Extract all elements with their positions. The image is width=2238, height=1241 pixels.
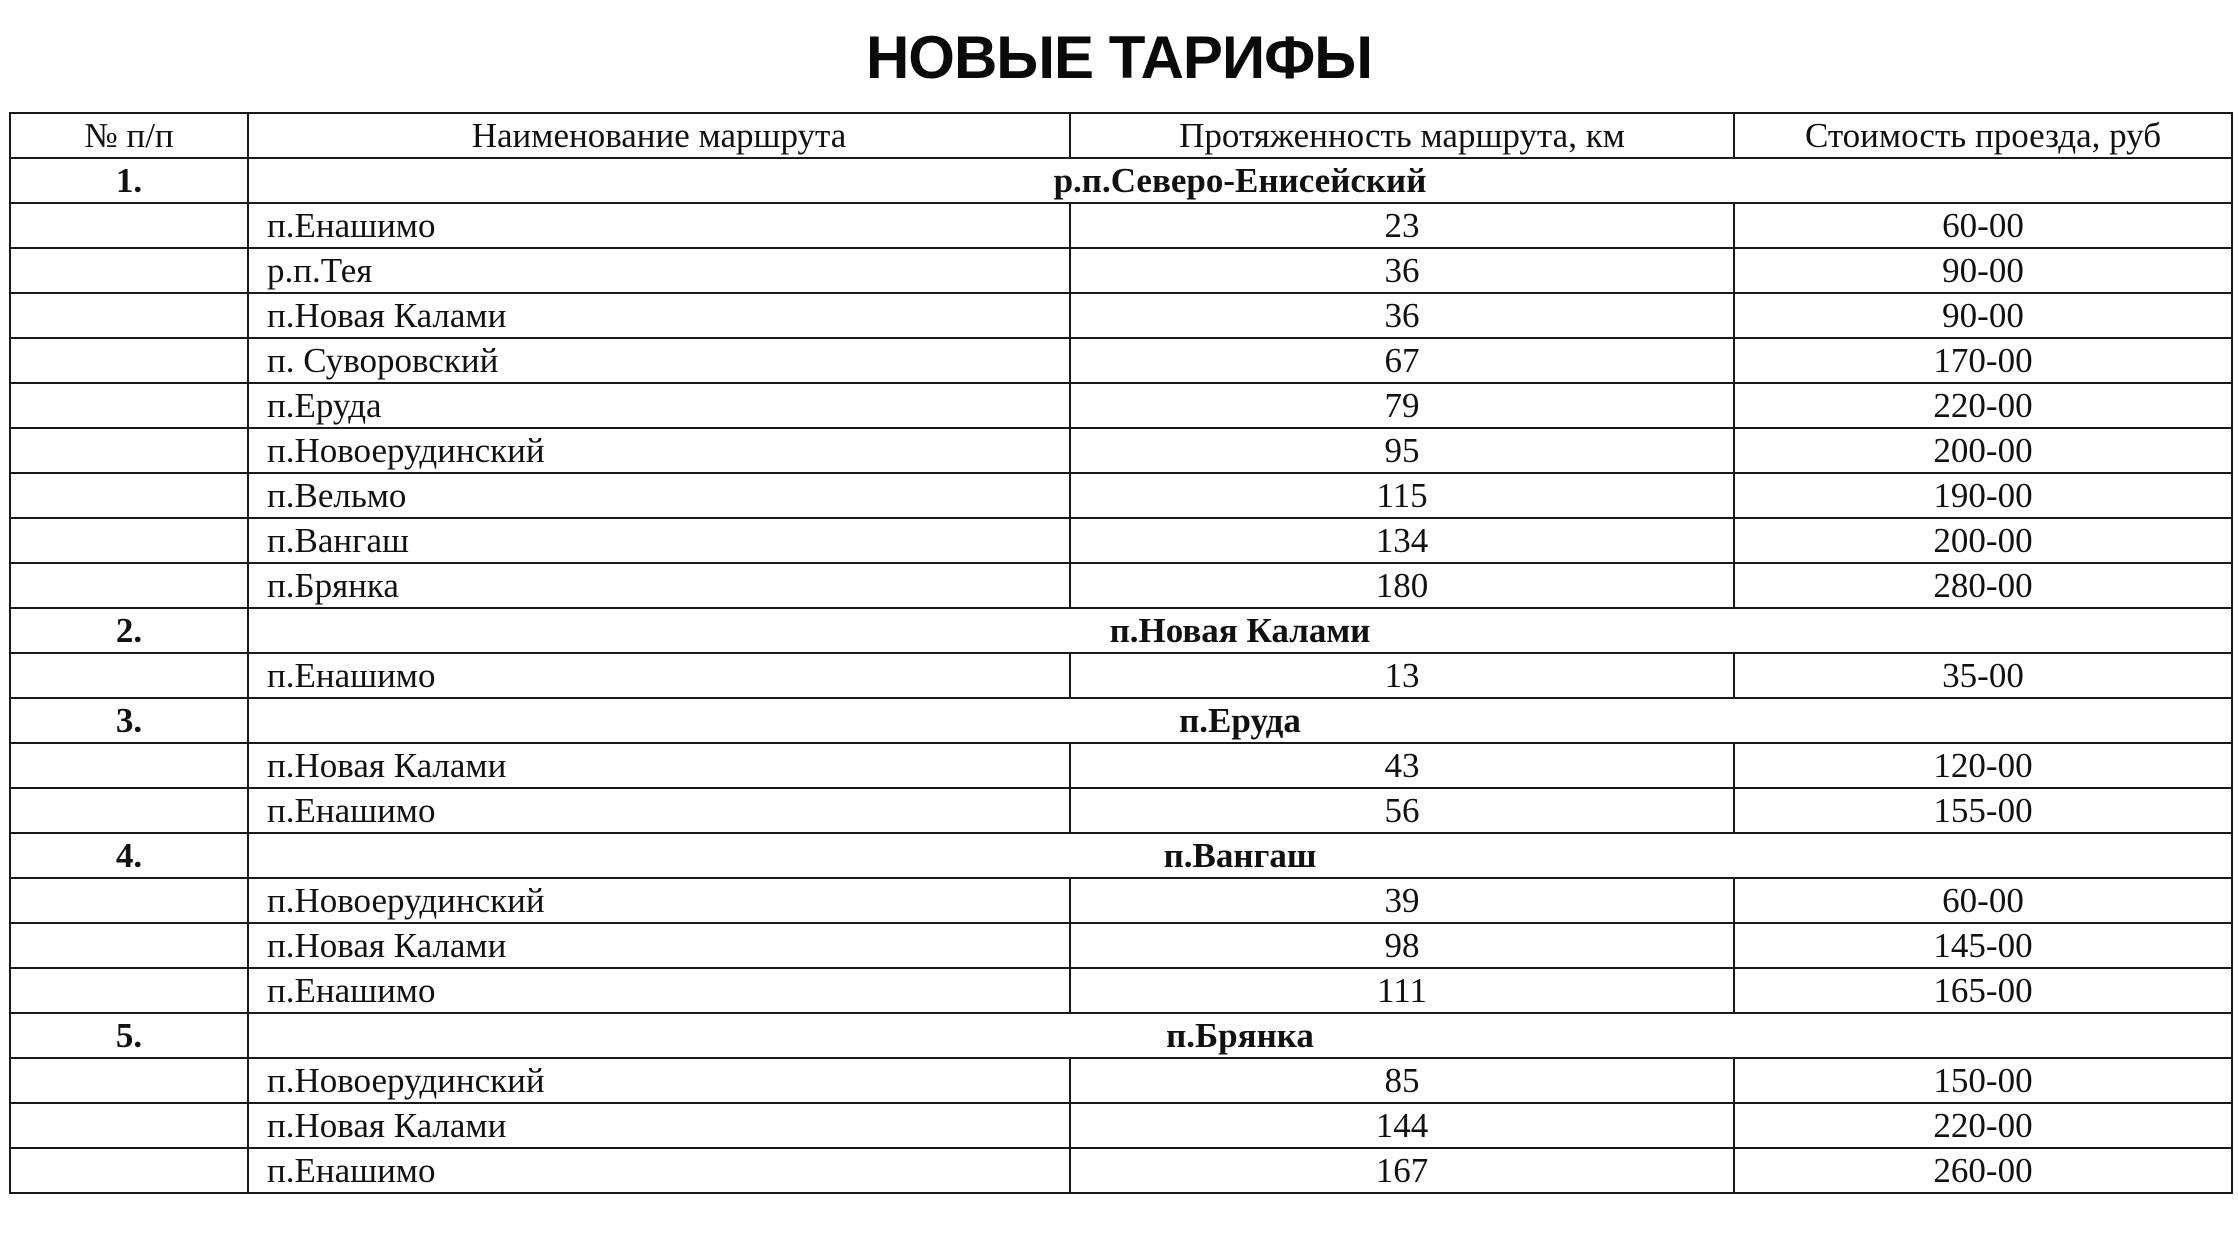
route-length: 111 [1070,968,1734,1013]
table-row [10,473,2232,518]
table-row [10,203,2232,248]
empty-num-cell [10,338,248,383]
route-fare: 60-00 [1734,203,2232,248]
route-length: 39 [1070,878,1734,923]
route-fare: 190-00 [1734,473,2232,518]
header-fare: Стоимость проезда, руб [1734,113,2232,158]
empty-num-cell [10,518,248,563]
route-fare: 200-00 [1734,428,2232,473]
header-route-name: Наименование маршрута [248,113,1070,158]
route-name: п.Енашимо [248,1148,1070,1193]
empty-num-cell [10,473,248,518]
route-name: п.Енашимо [248,788,1070,833]
table-row [10,338,2232,383]
route-length: 98 [1070,923,1734,968]
table-row [10,293,2232,338]
table-row [10,428,2232,473]
route-fare: 120-00 [1734,743,2232,788]
route-name: п.Енашимо [248,968,1070,1013]
route-fare: 200-00 [1734,518,2232,563]
route-length: 144 [1070,1103,1734,1148]
table-header-row [10,113,2232,158]
route-length: 43 [1070,743,1734,788]
group-row [10,698,2232,743]
route-fare: 90-00 [1734,248,2232,293]
tariff-table [9,112,2233,1194]
table-row [10,923,2232,968]
group-row [10,1013,2232,1058]
empty-num-cell [10,563,248,608]
group-origin: р.п.Северо-Енисейский [248,158,2232,203]
table-row [10,1058,2232,1103]
header-route-length: Протяженность маршрута, км [1070,113,1734,158]
route-name: п.Еруда [248,383,1070,428]
route-fare: 35-00 [1734,653,2232,698]
empty-num-cell [10,788,248,833]
route-name: п.Новая Калами [248,1103,1070,1148]
route-name: п.Енашимо [248,653,1070,698]
route-fare: 90-00 [1734,293,2232,338]
group-row [10,833,2232,878]
route-fare: 260-00 [1734,1148,2232,1193]
route-fare: 165-00 [1734,968,2232,1013]
route-length: 23 [1070,203,1734,248]
group-origin: п.Брянка [248,1013,2232,1058]
table-row [10,878,2232,923]
route-length: 36 [1070,293,1734,338]
empty-num-cell [10,1148,248,1193]
page-title: НОВЫЕ ТАРИФЫ [865,24,1373,91]
route-fare: 145-00 [1734,923,2232,968]
route-length: 36 [1070,248,1734,293]
group-row [10,608,2232,653]
route-name: п.Новая Калами [248,293,1070,338]
route-length: 85 [1070,1058,1734,1103]
route-fare: 170-00 [1734,338,2232,383]
route-name: п.Енашимо [248,203,1070,248]
group-origin: п.Новая Калами [248,608,2232,653]
table-row [10,518,2232,563]
route-fare: 280-00 [1734,563,2232,608]
route-length: 167 [1070,1148,1734,1193]
route-length: 115 [1070,473,1734,518]
table-row [10,968,2232,1013]
empty-num-cell [10,203,248,248]
route-fare: 60-00 [1734,878,2232,923]
empty-num-cell [10,248,248,293]
group-row [10,158,2232,203]
table-row [10,383,2232,428]
header-num: № п/п [10,113,248,158]
route-length: 56 [1070,788,1734,833]
route-length: 67 [1070,338,1734,383]
empty-num-cell [10,293,248,338]
route-length: 95 [1070,428,1734,473]
table-row [10,1148,2232,1193]
empty-num-cell [10,743,248,788]
empty-num-cell [10,383,248,428]
route-name: п.Новоерудинский [248,428,1070,473]
route-name: п.Новоерудинский [248,1058,1070,1103]
group-origin: п.Вангаш [248,833,2232,878]
route-name: п. Суворовский [248,338,1070,383]
route-length: 180 [1070,563,1734,608]
route-name: п.Новая Калами [248,923,1070,968]
group-number: 2. [10,608,248,653]
group-number: 1. [10,158,248,203]
group-number: 5. [10,1013,248,1058]
table-row [10,1103,2232,1148]
table-row [10,653,2232,698]
route-length: 79 [1070,383,1734,428]
group-number: 3. [10,698,248,743]
empty-num-cell [10,1058,248,1103]
route-length: 134 [1070,518,1734,563]
route-name: п.Вангаш [248,518,1070,563]
empty-num-cell [10,1103,248,1148]
route-name: п.Новоерудинский [248,878,1070,923]
route-fare: 155-00 [1734,788,2232,833]
table-row [10,743,2232,788]
group-origin: п.Еруда [248,698,2232,743]
route-fare: 220-00 [1734,1103,2232,1148]
route-name: п.Брянка [248,563,1070,608]
route-name: п.Новая Калами [248,743,1070,788]
table-row [10,248,2232,293]
empty-num-cell [10,923,248,968]
route-length: 13 [1070,653,1734,698]
route-name: п.Вельмо [248,473,1070,518]
empty-num-cell [10,878,248,923]
group-number: 4. [10,833,248,878]
empty-num-cell [10,428,248,473]
route-fare: 220-00 [1734,383,2232,428]
empty-num-cell [10,653,248,698]
table-body [10,158,2232,1193]
table-row [10,563,2232,608]
route-fare: 150-00 [1734,1058,2232,1103]
route-name: р.п.Тея [248,248,1070,293]
empty-num-cell [10,968,248,1013]
table-row [10,788,2232,833]
